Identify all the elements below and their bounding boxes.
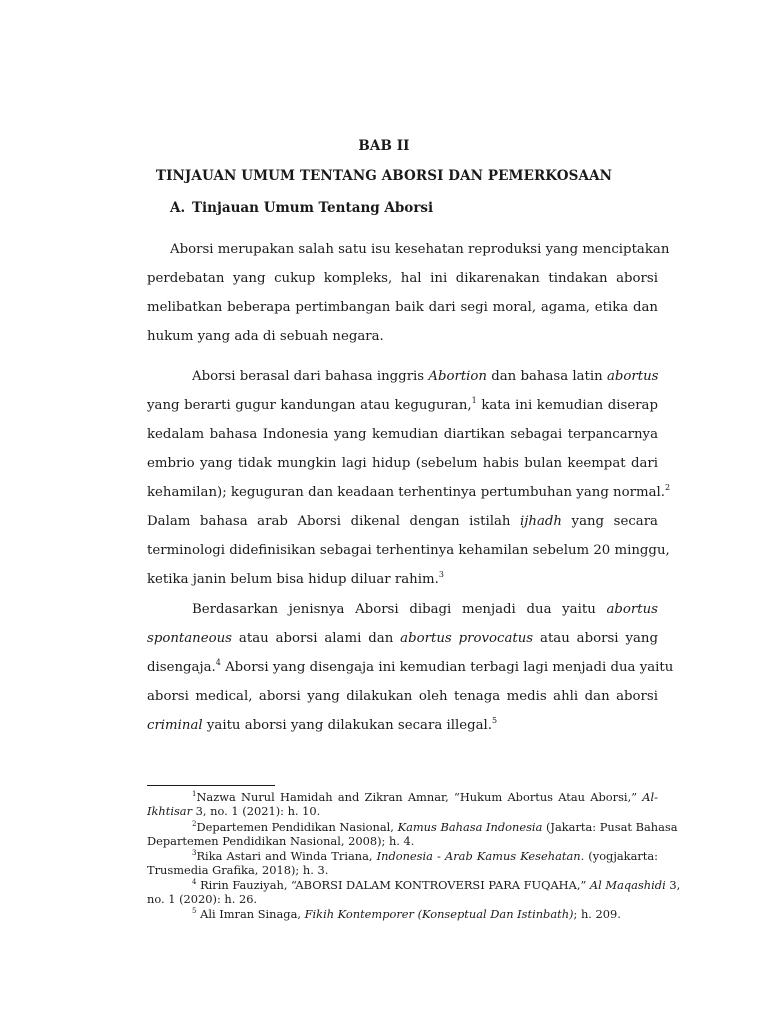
footnote-separator — [147, 785, 275, 786]
paragraph-line: embrio yang tidak mungkin lagi hidup (sebelum habis bulan keempat dari — [147, 456, 658, 471]
paragraph-line: melibatkan beberapa pertimbangan baik dari segi moral, agama, etika dan — [147, 300, 658, 315]
chapter-title: TINJAUAN UMUM TENTANG ABORSI DAN PEMERKOSAAN — [155, 168, 613, 184]
paragraph-line: ketika janin belum bisa hidup diluar rahim.$^3$ — [147, 570, 444, 587]
paragraph-line: Aborsi berasal dari bahasa inggris Abortion dan bahasa latin abortus — [192, 369, 659, 384]
paragraph-line: criminal yaitu aborsi yang dilakukan secara illegal.$^5$ — [147, 716, 498, 733]
chapter-number: BAB II — [358, 138, 410, 154]
footnote-1-cont: Ikhtisar 3, no. 1 (2021): h. 10. — [147, 804, 321, 818]
paragraph-line: aborsi medical, aborsi yang dilakukan oleh tenaga medis ahli dan aborsi — [147, 689, 658, 704]
paragraph-line: Aborsi merupakan salah satu isu kesehatan reproduksi yang menciptakan — [170, 242, 670, 257]
section-heading — [170, 200, 433, 216]
paragraph-line: spontaneous atau aborsi alami dan abortus provocatus atau aborsi yang — [147, 631, 658, 646]
paragraph-line: perdebatan yang cukup kompleks, hal ini dikarenakan tindakan aborsi — [147, 271, 658, 286]
footnote-3-cont: Trusmedia Grafika, 2018); h. 3. — [147, 863, 329, 877]
footnote-ref: 4 — [215, 658, 221, 667]
footnote-4-cont: no. 1 (2020): h. 26. — [147, 892, 258, 906]
footnote-3: $^3$Rika Astari and Winda Triana, Indonesia - Arab Kamus Kesehatan. (yogjakarta: — [192, 849, 659, 863]
paragraph-line: kedalam bahasa Indonesia yang kemudian diartikan sebagai terpancarnya — [147, 427, 658, 442]
section-title: Tinjauan Umum Tentang Aborsi — [192, 200, 434, 216]
footnote-ref: 5 — [492, 716, 498, 725]
footnote-2-cont: Departemen Pendidikan Nasional, 2008); h. 4. — [147, 834, 415, 848]
paragraph-line: hukum yang ada di sebuah negara. — [147, 329, 384, 344]
paragraph-line: Dalam bahasa arab Aborsi dikenal dengan istilah ijhadh yang secara — [147, 514, 658, 529]
paragraph-line: disengaja.$^4$ Aborsi yang disengaja ini kemudian terbagi lagi menjadi dua yaitu — [147, 658, 674, 675]
paragraph-line: yang berarti gugur kandungan atau keguguran,$^1$ kata ini kemudian diserap — [147, 396, 658, 413]
footnote-ref: 1 — [471, 396, 477, 405]
footnote-1: $^1$Nazwa Nurul Hamidah and Zikran Amnar, “Hukum Abortus Atau Aborsi,” Al- — [192, 790, 658, 804]
footnote-ref: 3 — [438, 570, 444, 579]
footnote-4: $^4$ Ririn Fauziyah, “ABORSI DALAM KONTROVERSI PARA FUQAHA,” Al Maqashidi 3, — [192, 878, 681, 892]
footnote-ref: 2 — [665, 483, 671, 492]
paragraph-line: kehamilan); keguguran dan keadaan terhentinya pertumbuhan yang normal.$^2$ — [147, 483, 671, 500]
paragraph-line: terminologi didefinisikan sebagai terhentinya kehamilan sebelum 20 minggu, — [147, 543, 670, 558]
section-number: A. — [170, 200, 186, 216]
footnote-2: $^2$Departemen Pendidikan Nasional, Kamus Bahasa Indonesia (Jakarta: Pusat Bahasa — [192, 820, 678, 834]
paragraph-line: Berdasarkan jenisnya Aborsi dibagi menjadi dua yaitu abortus — [192, 602, 658, 617]
footnote-5: $^5$ Ali Imran Sinaga, Fikih Kontemporer (Konseptual Dan Istinbath); h. 209. — [192, 907, 621, 921]
